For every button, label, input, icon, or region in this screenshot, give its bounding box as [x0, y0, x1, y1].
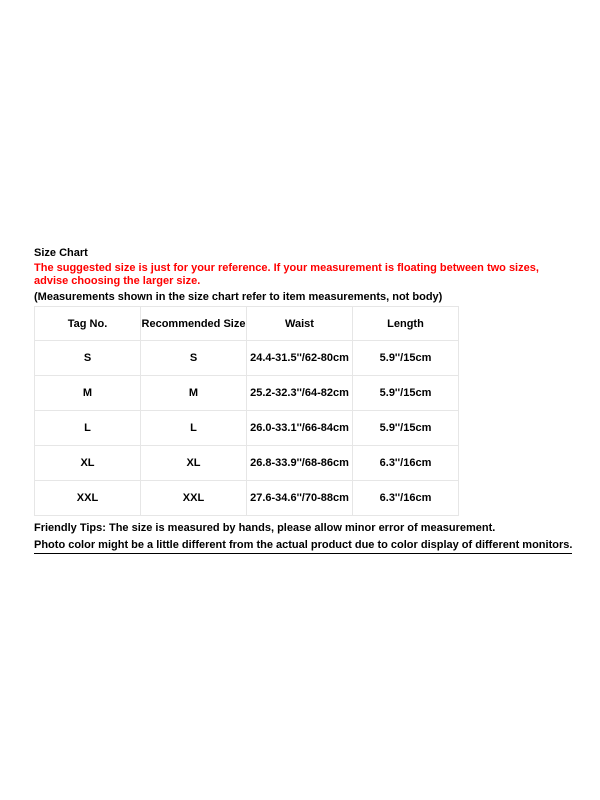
table-row [35, 376, 459, 411]
table-header-row [35, 307, 459, 341]
cell-length: 6.3''/16cm [353, 481, 459, 516]
cell-tag-no: XXL [35, 481, 141, 516]
size-table [34, 306, 459, 516]
cell-recommended-size: L [141, 411, 247, 446]
cell-recommended-size: S [141, 341, 247, 376]
cell-tag-no: XL [35, 446, 141, 481]
header-length: Length [353, 307, 459, 341]
cell-length: 5.9''/15cm [353, 376, 459, 411]
cell-length: 5.9''/15cm [353, 341, 459, 376]
cell-waist: 27.6-34.6''/70-88cm [247, 481, 353, 516]
table-row [35, 341, 459, 376]
cell-recommended-size: XL [141, 446, 247, 481]
size-chart-section [34, 246, 574, 554]
measurement-note: (Measurements shown in the size chart refer to item measurements, not body) [34, 291, 443, 303]
cell-waist: 25.2-32.3''/64-82cm [247, 376, 353, 411]
table-row [35, 446, 459, 481]
cell-waist: 26.0-33.1''/66-84cm [247, 411, 353, 446]
cell-waist: 24.4-31.5''/62-80cm [247, 341, 353, 376]
color-disclaimer: Photo color might be a little different from the actual product due to color display of different monitors. [34, 538, 572, 554]
cell-length: 6.3''/16cm [353, 446, 459, 481]
cell-recommended-size: M [141, 376, 247, 411]
header-tag-no: Tag No. [35, 307, 141, 341]
cell-tag-no: S [35, 341, 141, 376]
table-row [35, 481, 459, 516]
header-waist: Waist [247, 307, 353, 341]
header-recommended-size: Recommended Size [141, 307, 247, 341]
cell-length: 5.9''/15cm [353, 411, 459, 446]
friendly-tips: Friendly Tips: The size is measured by hands, please allow minor error of measurement. [34, 522, 496, 534]
table-row [35, 411, 459, 446]
size-notice: The suggested size is just for your reference. If your measurement is floating between two sizes, advise choosing the larger size. [34, 262, 539, 287]
cell-tag-no: L [35, 411, 141, 446]
size-chart-title: Size Chart [34, 247, 88, 259]
cell-recommended-size: XXL [141, 481, 247, 516]
cell-tag-no: M [35, 376, 141, 411]
cell-waist: 26.8-33.9''/68-86cm [247, 446, 353, 481]
